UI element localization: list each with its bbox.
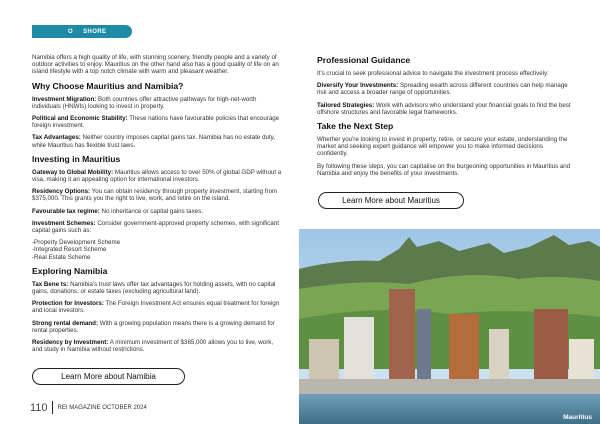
footer-divider [52,401,53,414]
mauritius-city-photo [299,229,600,424]
paragraph-residency-options: Residency Options: You can obtain residency through property investment, starting from $375,000. This grants you the right to live, work, and retire on the island. [32,188,278,203]
paragraph-residency-investment: Residency by Investment: A minimum investment of $365,000 allows you to live, work, and study in Namibia without restrictions. [32,339,274,354]
right-column [317,54,572,182]
paragraph-global-mobility: Gateway to Global Mobility: Mauritius allows access to over 50% of global GDP without a visa, making it an appealing option for international investors. [32,168,282,184]
scheme-item: -Property Development Scheme [32,239,121,247]
heading-investing-mauritius: Investing in Mauritius [32,153,121,164]
intro-paragraph: Namibia offers a high quality of life, with stunning scenery, friendly people and a variety of outdoor activities to enjoy. Mauritius on the other hand also has a good quality of life on an island lifestyle with a top notch climate with warm and pleasant weather. [32,54,279,76]
page-number: 110 [30,401,48,414]
city-skyline-illustration [299,229,600,424]
paragraph-tailored: Tailored Strategies: Work with advisors who understand your financial goals to find the best offshore structures and favorable legal frameworks. [317,101,571,116]
heading-why-choose: Why Choose Mauritius and Namibia? [32,80,184,91]
magazine-name: REI MAGAZINE OCTOBER 2024 [57,404,147,411]
scheme-item: -Real Estate Scheme [32,253,91,261]
paragraph-diversify: Diversify Your Investments: Spreading wealth across different countries can help manage risk and access a broader range of opportunities. [317,82,568,97]
paragraph-tax-advantages: Tax Advantages: Neither country imposes capital gains tax. Namibia has no estate duty, while Mauritius has flexible trust laws. [32,134,276,149]
paragraph-next-step-2: By following these steps, you can capitalise on the burgeoning opportunities in Mauritius and Namibia and enjoy the benefits of your investments. [317,162,571,177]
paragraph-rental-demand: Strong rental demand: With a growing population means there is a growing demand for rental properties. [32,319,275,334]
scheme-list [32,239,284,261]
paragraph-tax-benefits: Tax Bene ts: Namibia's trust laws offer tax advantages for holding assets, with no capital gains, donations, or estate taxes (excluding agricultural land). [32,280,276,296]
paragraph-tax-regime: Favourable tax regime: No inheritance or capital gains taxes. [32,207,203,215]
section-tag-label: SHORE [83,28,107,35]
paragraph-stability: Political and Economic Stability: These nations have favourable policies that encourage foreign investment. [32,115,280,130]
photo-caption: Mauritius [563,414,592,421]
learn-more-namibia-button[interactable]: Learn More about Namibia [32,368,185,385]
scheme-item: -Integrated Resort Scheme [32,246,107,254]
paragraph-next-step-1: Whether you're looking to invest in property, retire, or secure your estate, understanding the market and seeking expert guidance will empower you to make informed decisions confidently. [317,136,568,158]
heading-exploring-namibia: Exploring Namibia [32,265,108,276]
heading-professional-guidance: Professional Guidance [317,55,411,65]
section-tag [32,25,132,38]
learn-more-mauritius-button[interactable]: Learn More about Mauritius [318,192,464,209]
page-footer [30,401,147,414]
heading-next-step: Take the Next Step [317,121,394,132]
paragraph-investment-schemes: Investment Schemes: Consider government-approved property schemes, with significant capital gains such as: [32,219,279,235]
circle-icon: O [68,28,74,35]
guidance-intro: It's crucial to seek professional advice to navigate the investment process effectively: [317,70,549,77]
left-column [32,54,284,358]
paragraph-investment-migration: Investment Migration: Both countries offer attractive pathways for high-net-worth individuals (HNWIs) looking to invest in property. [32,95,257,110]
paragraph-investor-protection: Protection for Investors: The Foreign Investment Act ensures equal treatment for foreign and local investors. [32,300,280,315]
